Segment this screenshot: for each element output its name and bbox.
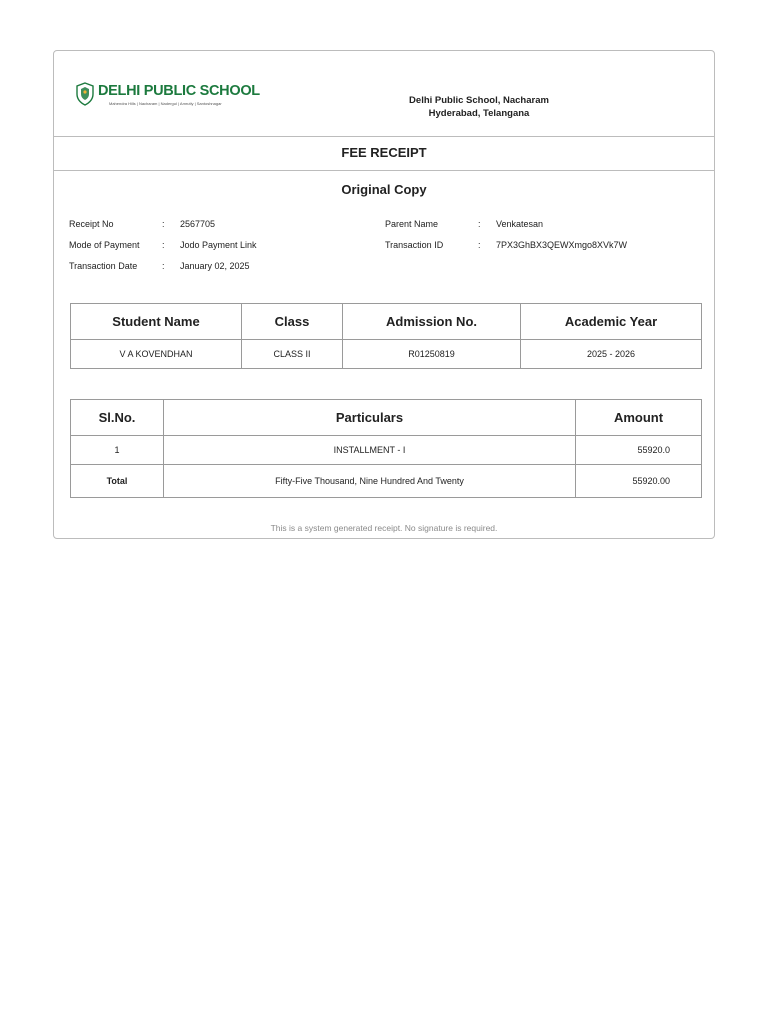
separator: : — [478, 219, 481, 229]
fee-particulars-table — [70, 399, 702, 498]
column-header-admission-no: Admission No. — [343, 304, 521, 340]
logo-school-name: DELHI PUBLIC SCHOOL — [98, 83, 260, 99]
transaction-id-label: Transaction ID — [385, 240, 444, 250]
column-header-sl-no: Sl.No. — [71, 400, 164, 436]
school-logo — [75, 82, 260, 108]
transaction-date-label: Transaction Date — [69, 261, 138, 271]
transaction-date-value: January 02, 2025 — [180, 261, 250, 271]
amount-cell: 55920.0 — [576, 436, 702, 465]
admission-no-cell: R01250819 — [343, 340, 521, 369]
student-details-table — [70, 303, 702, 369]
sl-no-cell: 1 — [71, 436, 164, 465]
receipt-no-label: Receipt No — [69, 219, 114, 229]
parent-name-label: Parent Name — [385, 219, 439, 229]
table-row — [71, 436, 702, 465]
separator: : — [162, 219, 165, 229]
student-name-cell: V A KOVENDHAN — [71, 340, 242, 369]
total-amount-in-words: Fifty-Five Thousand, Nine Hundred And Twenty — [164, 465, 576, 498]
fee-receipt-card — [53, 50, 715, 539]
copy-label: Original Copy — [341, 182, 427, 197]
school-address-line1: Delhi Public School, Nacharam — [409, 95, 549, 106]
logo-tagline: Mahendra Hills | Nacharam | Nadergul | Amrutly | Santoshnagar — [109, 101, 222, 106]
academic-year-cell: 2025 - 2026 — [521, 340, 702, 369]
table-row — [71, 340, 702, 369]
school-emblem-icon — [75, 82, 95, 106]
total-label: Total — [71, 465, 164, 498]
separator: : — [162, 240, 165, 250]
particular-cell: INSTALLMENT - I — [164, 436, 576, 465]
system-generated-note: This is a system generated receipt. No signature is required. — [270, 523, 498, 533]
table-header-row — [71, 400, 702, 436]
school-address-line2: Hyderabad, Telangana — [428, 108, 530, 119]
total-amount: 55920.00 — [576, 465, 702, 498]
column-header-student-name: Student Name — [71, 304, 242, 340]
separator: : — [478, 240, 481, 250]
column-header-amount: Amount — [576, 400, 702, 436]
parent-name-value: Venkatesan — [496, 219, 544, 229]
column-header-particulars: Particulars — [164, 400, 576, 436]
column-header-class: Class — [242, 304, 343, 340]
table-header-row — [71, 304, 702, 340]
class-cell: CLASS II — [242, 340, 343, 369]
transaction-id-value: 7PX3GhBX3QEWXmgo8XVk7W — [496, 240, 628, 250]
receipt-no-value: 2567705 — [180, 219, 216, 229]
receipt-title: FEE RECEIPT — [54, 136, 714, 171]
receipt-header — [54, 51, 714, 137]
separator: : — [162, 261, 165, 271]
payment-mode-label: Mode of Payment — [69, 240, 140, 250]
column-header-academic-year: Academic Year — [521, 304, 702, 340]
total-row — [71, 465, 702, 498]
payment-mode-value: Jodo Payment Link — [180, 240, 257, 250]
